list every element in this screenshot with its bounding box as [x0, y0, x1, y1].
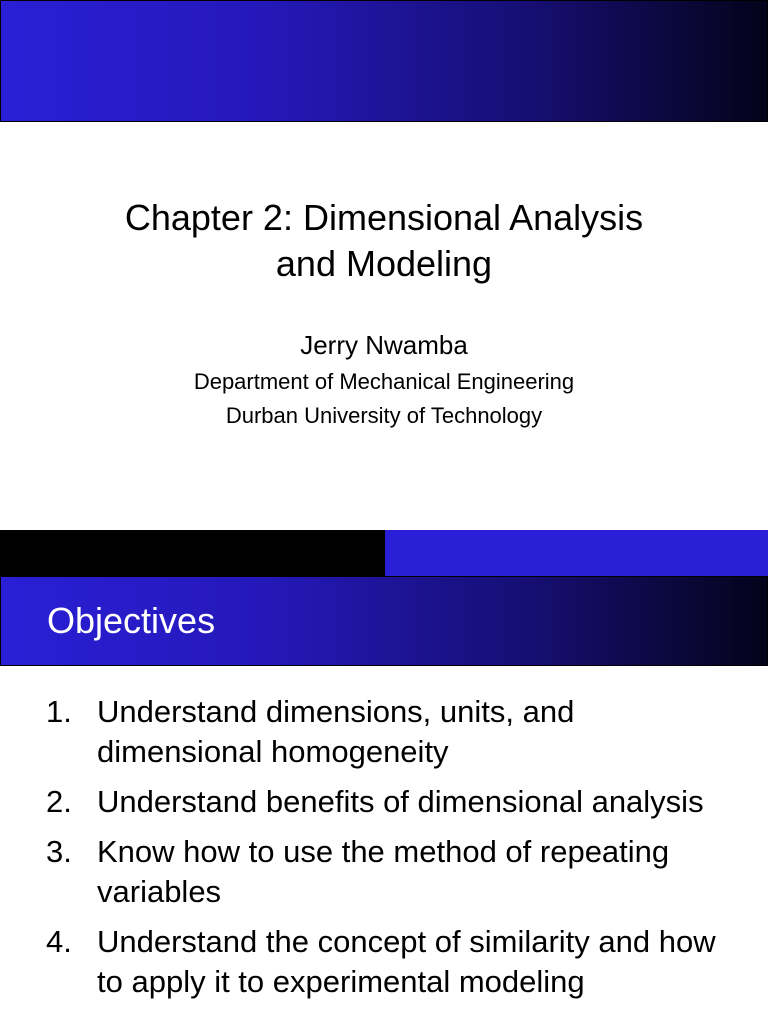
objectives-header-band [0, 576, 768, 666]
list-item-number: 3. [46, 834, 72, 869]
objectives-heading: Objectives [47, 600, 216, 641]
author-name: Jerry Nwamba [300, 330, 468, 360]
header-band [0, 0, 768, 122]
list-item [0, 922, 768, 1002]
list-item-number: 2. [46, 784, 72, 819]
title-line-2: and Modeling [275, 243, 493, 284]
list-item-text: Know how to use the method of repeating variables [97, 834, 670, 909]
list-item [0, 782, 768, 822]
list-item-number: 4. [46, 924, 72, 959]
slide-title [0, 195, 768, 287]
title-line-1: Chapter 2: Dimensional Analysis [124, 197, 644, 238]
objectives-slide [0, 530, 768, 1024]
divider-strip-black [0, 530, 385, 576]
objectives-list [0, 692, 768, 1012]
list-item [0, 832, 768, 912]
department-name: Department of Mechanical Engineering [193, 369, 575, 394]
list-item-text: Understand dimensions, units, and dimensional homogeneity [97, 694, 575, 769]
university-name: Durban University of Technology [225, 403, 543, 428]
divider-strip-blue [385, 530, 768, 576]
list-item-text: Understand benefits of dimensional analysis [97, 784, 704, 819]
list-item-number: 1. [46, 694, 72, 729]
list-item [0, 692, 768, 772]
list-item-text: Understand the concept of similarity and how to apply it to experimental modeling [97, 924, 716, 999]
